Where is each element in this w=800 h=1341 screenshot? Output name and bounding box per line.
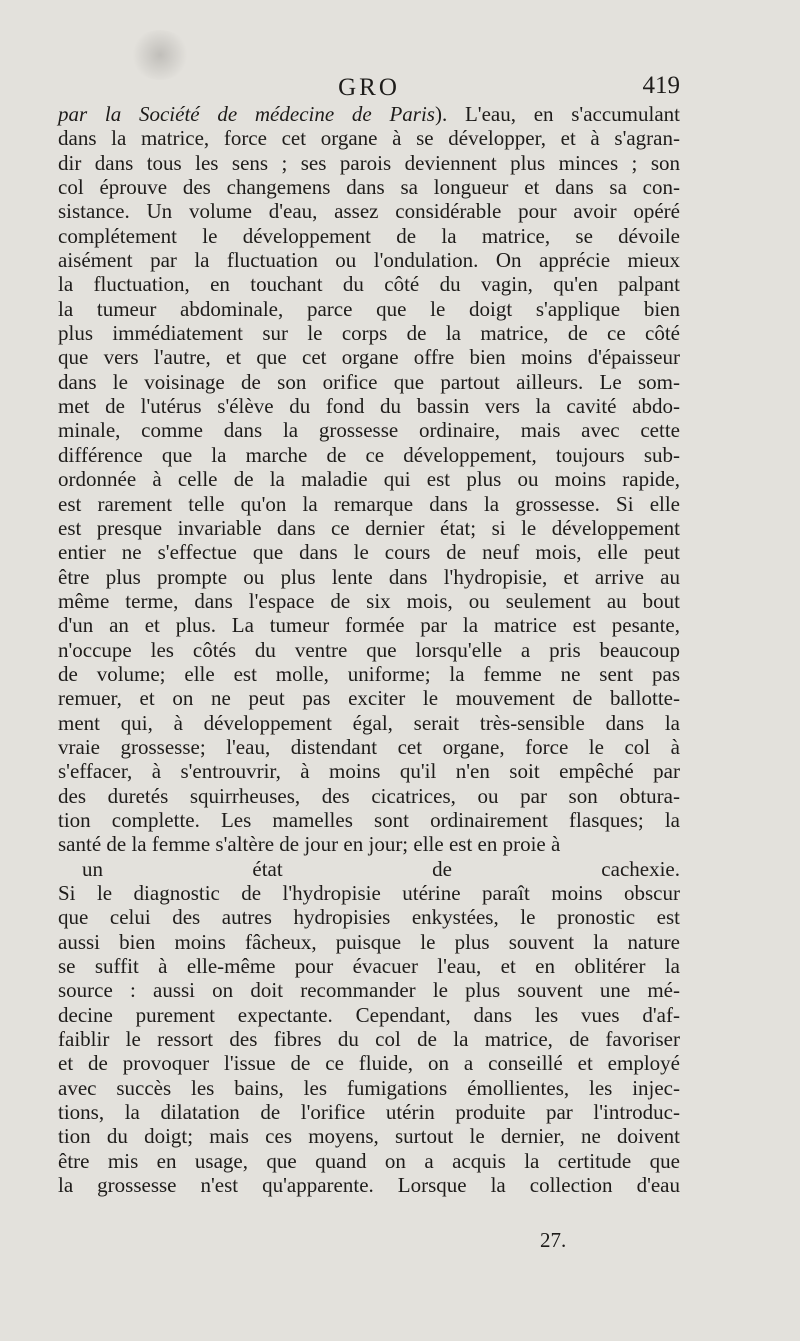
text-line: est presque invariable dans ce dernier état; si le développement <box>58 515 680 540</box>
text-line: la tumeur abdominale, parce que le doigt s'applique bien <box>58 296 680 321</box>
text-line: plus immédiatement sur le corps de la matrice, de ce côté <box>58 321 680 346</box>
page-number: 419 <box>642 72 680 99</box>
text-line: la grossesse n'est qu'apparente. Lorsque la collection d'eau <box>58 1173 680 1198</box>
text-line: dans la matrice, force cet organe à se développer, et à s'agran- <box>58 126 680 151</box>
text-line: un état de cachexie. <box>82 856 680 881</box>
text-line: remuer, et on ne peut pas exciter le mouvement de ballotte- <box>58 686 680 711</box>
text-line: col éprouve des changemens dans sa longueur et dans sa con- <box>58 175 680 200</box>
text-line: que celui des autres hydropisies enkystées, le pronostic est <box>58 905 680 930</box>
text-line: complétement le développement de la matrice, se dévoile <box>58 223 680 248</box>
text-line: Si le diagnostic de l'hydropisie utérine paraît moins obscur <box>58 881 680 905</box>
text-line: ment qui, à développement égal, serait très-sensible dans la <box>58 710 680 735</box>
text-line: être plus prompte ou plus lente dans l'hydropisie, et arrive au <box>58 564 680 589</box>
text-line: que vers l'autre, et que cet organe offre bien moins d'épaisseur <box>58 345 680 370</box>
body-text <box>58 102 680 1197</box>
text-line: et de provoquer l'issue de ce fluide, on a conseillé et employé <box>58 1051 680 1076</box>
text-line: s'effacer, à s'entrouvrir, à moins qu'il n'en soit empêché par <box>58 759 680 784</box>
text-line: sistance. Un volume d'eau, assez considérable pour avoir opéré <box>58 199 680 224</box>
text-line: aussi bien moins fâcheux, puisque le plus souvent la nature <box>58 929 680 954</box>
text-line: dans le voisinage de son orifice que partout ailleurs. Le som- <box>58 369 680 394</box>
text-line: dir dans tous les sens ; ses parois deviennent plus minces ; son <box>58 150 680 175</box>
signature-mark: 27. <box>540 1228 567 1252</box>
text-line: des duretés squirrheuses, des cicatrices, ou par son obtura- <box>58 783 680 808</box>
text-line: la fluctuation, en touchant du côté du vagin, qu'en palpant <box>58 272 680 297</box>
text-line: est rarement telle qu'on la remarque dans la grossesse. Si elle <box>58 491 680 516</box>
text-line <box>58 102 680 126</box>
text-line: faiblir le ressort des fibres du col de la matrice, de favoriser <box>58 1027 680 1052</box>
page-header <box>58 72 680 106</box>
text-line: vraie grossesse; l'eau, distendant cet organe, force le col à <box>58 734 680 759</box>
text-line: de volume; elle est molle, uniforme; la femme ne sent pas <box>58 661 680 686</box>
text-line: aisément par la fluctuation ou l'ondulation. On apprécie mieux <box>58 248 680 273</box>
text-line: se suffit à elle-même pour évacuer l'eau, et en oblitérer la <box>58 954 680 979</box>
text-line: tion du doigt; mais ces moyens, surtout le dernier, ne doivent <box>58 1124 680 1149</box>
text-line: avec succès les bains, les fumigations émollientes, les injec- <box>58 1075 680 1100</box>
text-line: même terme, dans l'espace de six mois, ou seulement au bout <box>58 588 680 613</box>
text-line: d'un an et plus. La tumeur formée par la matrice est pesante, <box>58 613 680 638</box>
text-line: ordonnée à celle de la maladie qui est plus ou moins rapide, <box>58 467 680 492</box>
text-line: tion complette. Les mamelles sont ordinairement flasques; la <box>58 807 680 832</box>
text-line: entier ne s'effectue que dans le cours de neuf mois, elle peut <box>58 540 680 565</box>
running-head: GRO <box>338 74 400 101</box>
citation-italic: par la Société de médecine de Paris <box>58 102 435 126</box>
text-line: decine purement expectante. Cependant, dans les vues d'af- <box>58 1002 680 1027</box>
text-fragment: ). L'eau, en s'accumulant <box>434 102 680 126</box>
text-line: minale, comme dans la grossesse ordinaire, mais avec cette <box>58 418 680 443</box>
text-line: met de l'utérus s'élève du fond du bassin vers la cavité abdo- <box>58 394 680 419</box>
text-line: n'occupe les côtés du ventre que lorsqu'elle a pris beaucoup <box>58 637 680 662</box>
text-line: être mis en usage, que quand on a acquis la certitude que <box>58 1148 680 1173</box>
text-line: différence que la marche de ce développement, toujours sub- <box>58 442 680 467</box>
text-line: tions, la dilatation de l'orifice utérin produite par l'introduc- <box>58 1100 680 1125</box>
text-line: source : aussi on doit recommander le plus souvent une mé- <box>58 978 680 1003</box>
text-line: santé de la femme s'altère de jour en jour; elle est en proie à <box>58 832 561 857</box>
